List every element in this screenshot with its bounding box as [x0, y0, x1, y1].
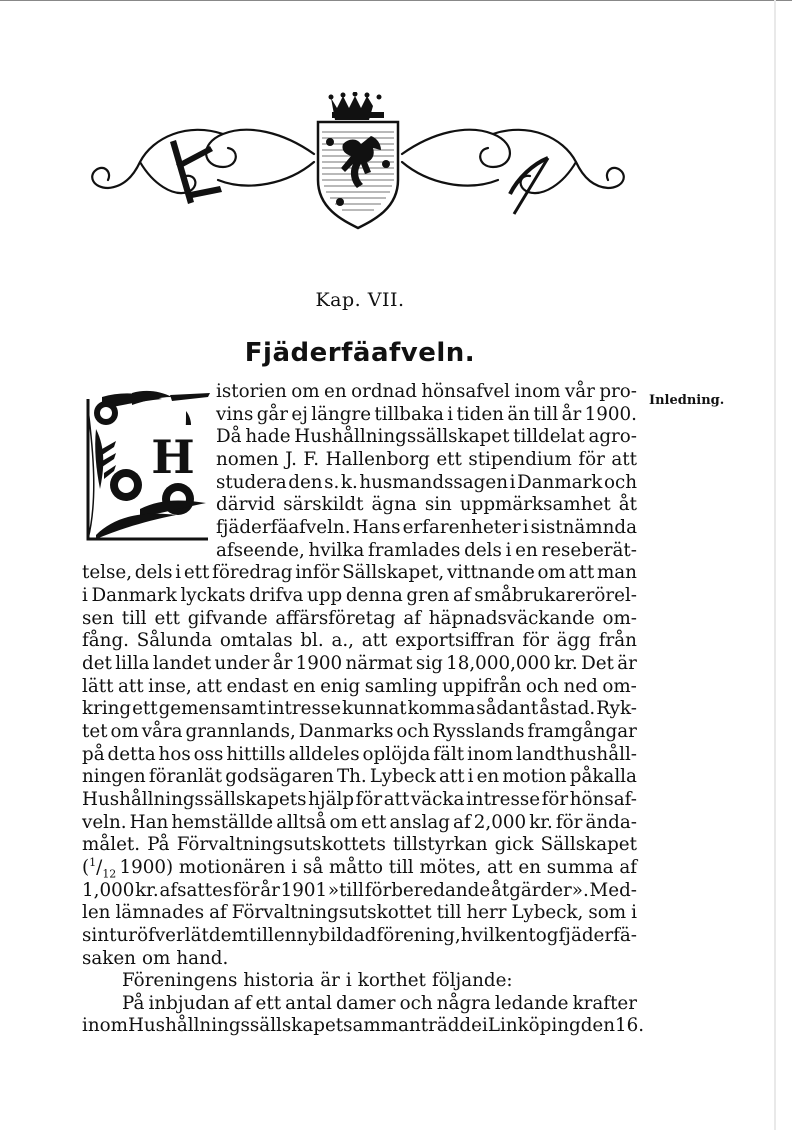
text-line: studera den s. k. husmandssagen i Danmark och [216, 471, 637, 493]
text-line: Föreningens historia är i korthet följande: [122, 970, 513, 992]
text-line: på detta hos oss hittills alldeles oplöjda fält inom landthushåll- [82, 743, 637, 765]
fraction-line-rest: 1900) motionären i så måtto till mötes, att en summa af [119, 856, 637, 878]
top-rule [0, 0, 792, 1]
date-fraction: ($^1/_{12}$ [82, 855, 117, 881]
text-line: fång. Sålunda omtalas bl. a., att exportsiffran för ägg från [82, 630, 637, 652]
text-line: saken om hand. [82, 947, 229, 969]
text-line: telse, dels i ett föredrag inför Sällskapet, vittnande om att man [82, 562, 637, 584]
text-line: På inbjudan af ett antal damer och några ledande krafter [122, 992, 637, 1014]
text-line: fjäderfäafveln. Hans erfarenheter i sistnämnda [216, 516, 637, 538]
text-line: målet. På Förvaltningsutskottets tillstyrkan gick Sällskapet [82, 834, 637, 856]
text-line: nomen J. F. Hallenborg ett stipendium för att [216, 448, 637, 470]
plough-icon [170, 140, 222, 204]
text-line: veln. Han hemställde alltså om ett anslag af 2,000 kr. för ända- [82, 811, 637, 833]
text-line: kring ett gemensamt intresse kunnat komma sådant åstad. Ryk- [82, 698, 637, 720]
page-edge [774, 0, 776, 1130]
text-line: afseende, hvilka framlades dels i en reseberät- [216, 539, 637, 561]
text-line: Då hade Hushållningssällskapet tilldelat agro- [216, 426, 637, 448]
text-line: inom Hushållningssällskapet sammanträdde i Linköping den 16. [82, 1015, 645, 1037]
chapter-title: Fjäderfäafveln. [244, 338, 476, 368]
header-ornament [78, 92, 638, 232]
text-line: len lämnades af Förvaltningsutskottet till herr Lybeck, som i [82, 902, 637, 924]
scythe-icon [510, 158, 548, 214]
text-line: ningen föranlät godsägaren Th. Lybeck att i en motion påkalla [82, 766, 637, 788]
text-line: sin tur öfverlät dem till en nybildad förening, hvilken tog fjäderfä- [82, 924, 637, 946]
left-scroll [92, 130, 314, 193]
text-line: istorien om en ordnad hönsafvel inom vår pro- [216, 381, 637, 402]
text-line: 1,000 kr. afsattes för år 1901 »till förberedande åtgärder». Med- [82, 879, 637, 901]
text-line: tet om våra grannlands, Danmarks och Rysslands framgångar [82, 720, 637, 742]
margin-note: Inledning. [649, 393, 725, 408]
text-line: i Danmark lyckats drifva upp denna gren af småbrukarerörel- [82, 584, 637, 606]
right-scroll [402, 130, 624, 193]
drop-cap-letter: H [151, 430, 195, 484]
text-line: sen till ett gifvande affärsföretag af häpnadsväckande om- [82, 607, 637, 629]
chapter-heading: Kap. VII. [315, 289, 405, 311]
text-line: därvid särskildt ägna sin uppmärksamhet åt [216, 494, 637, 516]
coat-of-arms-shield [318, 122, 398, 228]
crown-icon [329, 92, 385, 120]
decorated-initial [82, 389, 212, 545]
text-line: lätt att inse, att endast en enig samling uppifrån och ned om- [82, 675, 637, 697]
text-line: det lilla landet under år 1900 närmat sig 18,000,000 kr. Det är [82, 652, 637, 674]
fraction-text-line [82, 857, 637, 879]
text-line: Hushållningssällskapets hjälp för att väcka intresse för hönsaf- [82, 788, 637, 810]
text-line: vins går ej längre tillbaka i tiden än till år 1900. [216, 403, 637, 425]
